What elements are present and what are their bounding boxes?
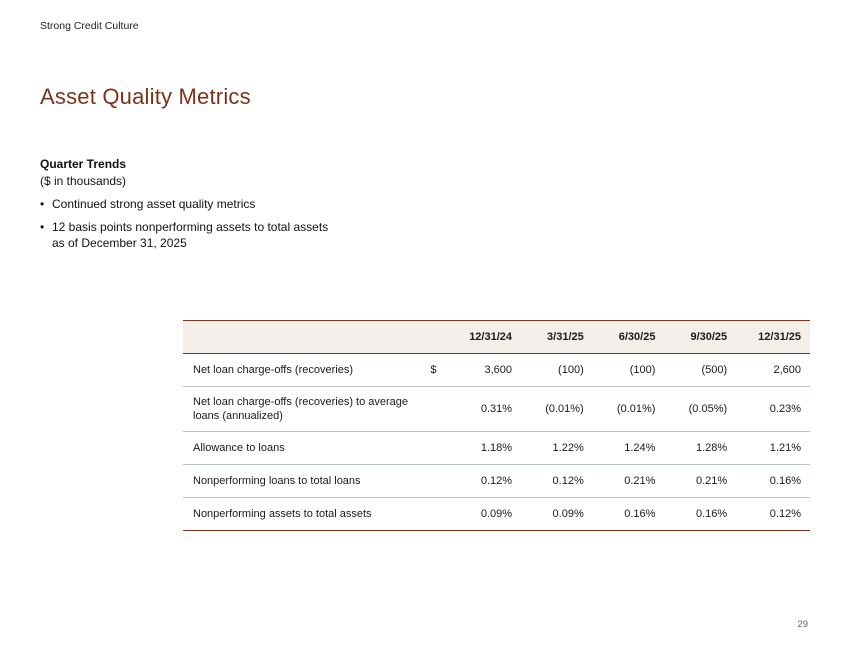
table-cell: 0.21% bbox=[664, 465, 736, 498]
currency-symbol: $ bbox=[426, 354, 444, 387]
table-cell: 0.21% bbox=[593, 465, 665, 498]
bullet-dot-icon: • bbox=[40, 220, 45, 234]
row-label: Allowance to loans bbox=[183, 432, 426, 465]
table-cell: (100) bbox=[593, 354, 665, 387]
table-row bbox=[183, 387, 810, 432]
header-cell-label bbox=[183, 321, 426, 354]
bullet-item bbox=[40, 219, 340, 251]
table-cell: 0.16% bbox=[664, 498, 736, 531]
table-cell: 0.23% bbox=[736, 387, 810, 432]
table-cell: (0.01%) bbox=[593, 387, 665, 432]
header-cell-currency bbox=[426, 321, 444, 354]
table-cell: (0.01%) bbox=[521, 387, 593, 432]
table-cell: 3,600 bbox=[444, 354, 521, 387]
column-header: 3/31/25 bbox=[547, 331, 584, 343]
table-row bbox=[183, 432, 810, 465]
table-cell: (500) bbox=[664, 354, 736, 387]
table-row bbox=[183, 465, 810, 498]
table-cell: 0.31% bbox=[444, 387, 521, 432]
table-cell: 0.12% bbox=[444, 465, 521, 498]
table-cell: 1.28% bbox=[664, 432, 736, 465]
row-label: Nonperforming loans to total loans bbox=[183, 465, 426, 498]
asset-quality-table bbox=[183, 320, 810, 531]
table-header-row bbox=[183, 321, 810, 354]
table-cell: 0.09% bbox=[444, 498, 521, 531]
bullet-text: Continued strong asset quality metrics bbox=[52, 197, 256, 211]
table-cell: 0.09% bbox=[521, 498, 593, 531]
currency-symbol bbox=[426, 498, 444, 531]
table-cell: 0.16% bbox=[593, 498, 665, 531]
column-header: 9/30/25 bbox=[690, 331, 728, 343]
bullet-dot-icon: • bbox=[40, 197, 45, 211]
page-number: 29 bbox=[797, 619, 808, 630]
column-header: 12/31/24 bbox=[469, 331, 513, 343]
table-cell: 0.16% bbox=[736, 465, 810, 498]
bullet-list bbox=[40, 196, 340, 258]
table-cell: 2,600 bbox=[736, 354, 810, 387]
table-row bbox=[183, 354, 810, 387]
table-row bbox=[183, 498, 810, 531]
currency-symbol bbox=[426, 387, 444, 432]
column-header: 6/30/25 bbox=[618, 331, 656, 343]
table-cell: 0.12% bbox=[521, 465, 593, 498]
bullet-item bbox=[40, 196, 340, 212]
row-label: Net loan charge-offs (recoveries) to average loans (annualized) bbox=[183, 387, 426, 432]
column-header: 12/31/25 bbox=[758, 331, 801, 343]
trends-subheading: ($ in thousands) bbox=[40, 174, 127, 188]
table-cell: (0.05%) bbox=[664, 387, 736, 432]
table-cell: 1.21% bbox=[736, 432, 810, 465]
table-cell: 0.12% bbox=[736, 498, 810, 531]
table-cell: 1.18% bbox=[444, 432, 521, 465]
currency-symbol bbox=[426, 465, 444, 498]
bullet-text: 12 basis points nonperforming assets to total assets as of December 31, 2025 bbox=[52, 220, 329, 250]
table-cell: 1.24% bbox=[593, 432, 665, 465]
table-cell: (100) bbox=[521, 354, 593, 387]
trends-heading: Quarter Trends bbox=[40, 157, 127, 171]
currency-symbol bbox=[426, 432, 444, 465]
row-label: Net loan charge-offs (recoveries) bbox=[183, 354, 426, 387]
table-cell: 1.22% bbox=[521, 432, 593, 465]
section-label: Strong Credit Culture bbox=[40, 20, 139, 32]
row-label: Nonperforming assets to total assets bbox=[183, 498, 426, 531]
page-title: Asset Quality Metrics bbox=[40, 84, 251, 109]
